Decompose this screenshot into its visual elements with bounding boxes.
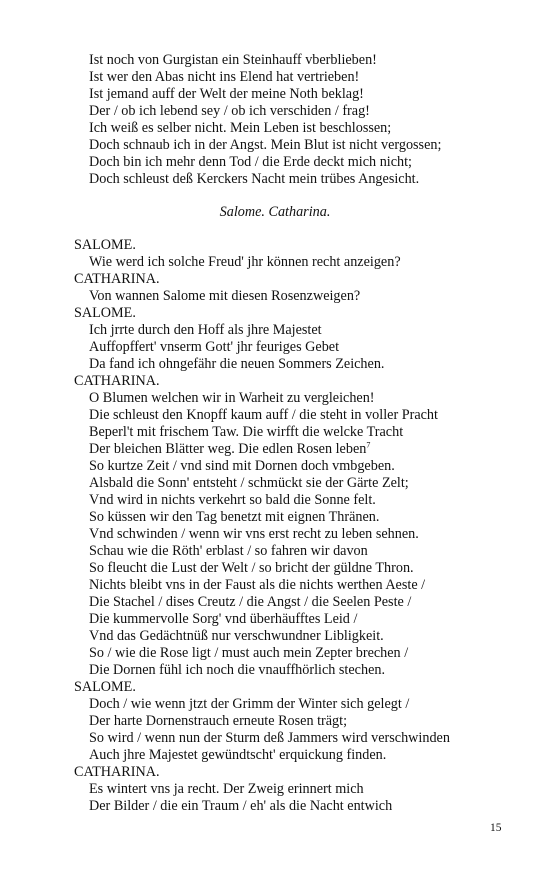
speaker-name: CATHARINA. [74,764,160,780]
verse-line: Die kummervolle Sorg' vnd überhäufftes Leid / [89,611,358,627]
speaker-name: SALOME. [74,305,136,321]
speaker-name: SALOME. [74,679,136,695]
verse-line: Schau wie die Röth' erblast / so fahren wir davon [89,543,368,559]
verse-line: Da fand ich ohngefähr die neuen Sommers Zeichen. [89,356,385,372]
verse-line: Wie werd ich solche Freud' jhr können recht anzeigen? [89,254,401,270]
verse-line: Vnd wird in nichts verkehrt so bald die Sonne felt. [89,492,376,508]
verse-line: Ich jrrte durch den Hoff als jhre Majestet [89,322,322,338]
speaker-name: SALOME. [74,237,136,253]
verse-line: So fleucht die Lust der Welt / so bricht der güldne Thron. [89,560,414,576]
verse-line: So kurtze Zeit / vnd sind mit Dornen doch vmbgeben. [89,458,395,474]
verse-line: Doch schnaub ich in der Angst. Mein Blut ist nicht vergossen; [89,137,442,153]
verse-line: Nichts bleibt vns in der Faust als die nichts werthen Aeste / [89,577,426,593]
verse-line: Die schleust den Knopff kaum auff / die steht in voller Pracht [89,407,438,423]
speaker-name: CATHARINA. [74,271,160,287]
verse-line: Vnd das Gedächtnüß nur verschwundner Libligkeit. [89,628,384,644]
verse-line: Die Stachel / dises Creutz / die Angst / die Seelen Peste / [89,594,412,610]
verse-line: Alsbald die Sonn' entsteht / schmückt sie der Gärte Zelt; [89,475,409,491]
verse-line: Der Bilder / die ein Traum / eh' als die Nacht entwich [89,798,393,814]
verse-line: Die Dornen fühl ich noch die vnauffhörlich stechen. [89,662,386,678]
verse-line: Von wannen Salome mit diesen Rosenzweigen? [89,288,361,304]
verse-line: Ist noch von Gurgistan ein Steinhauff vberblieben! [89,52,377,68]
verse-line: Doch schleust deß Kerckers Nacht mein trübes Angesicht. [89,171,420,187]
verse-line: Ist jemand auff der Welt der meine Noth beklag! [89,86,364,102]
verse-line: Ich weiß es selber nicht. Mein Leben ist beschlossen; [89,120,392,136]
verse-line: Ist wer den Abas nicht ins Elend hat vertrieben! [89,69,360,85]
verse-line: Es wintert vns ja recht. Der Zweig erinnert mich [89,781,364,797]
verse-line: Doch bin ich mehr denn Tod / die Erde deckt mich nicht; [89,154,413,170]
verse-line: Vnd schwinden / wenn wir vns erst recht zu leben sehnen. [89,526,419,542]
scene-heading: Salome. Catharina. [219,204,331,220]
verse-line: So / wie die Rose ligt / must auch mein Zepter brechen / [89,645,409,661]
verse-line: Doch / wie wenn jtzt der Grimm der Winter sich gelegt / [89,696,410,712]
speaker-name: CATHARINA. [74,373,160,389]
verse-line: Der / ob ich lebend sey / ob ich verschiden / frag! [89,103,370,119]
verse-line: Auch jhre Majestet gewündtscht' erquickung finden. [89,747,387,763]
verse-line: Auffopffert' vnserm Gott' jhr feuriges Gebet [89,339,340,355]
verse-line: O Blumen welchen wir in Warheit zu vergleichen! [89,390,375,406]
verse-text: Der bleichen Blätter weg. Die edlen Rosen leben [89,441,367,457]
verse-line: So küssen wir den Tag benetzt mit eignen Thränen. [89,509,380,525]
verse-line: Beperl't mit frischem Taw. Die wirfft die welcke Tracht [89,424,404,440]
footnote-marker[interactable]: 7 [366,440,371,450]
page-number: 15 [490,822,502,834]
verse-line: Der harte Dornenstrauch erneute Rosen trägt; [89,713,348,729]
verse-line: So wird / wenn nun der Sturm deß Jammers wird verschwinden [89,730,450,746]
verse-line [89,441,370,458]
